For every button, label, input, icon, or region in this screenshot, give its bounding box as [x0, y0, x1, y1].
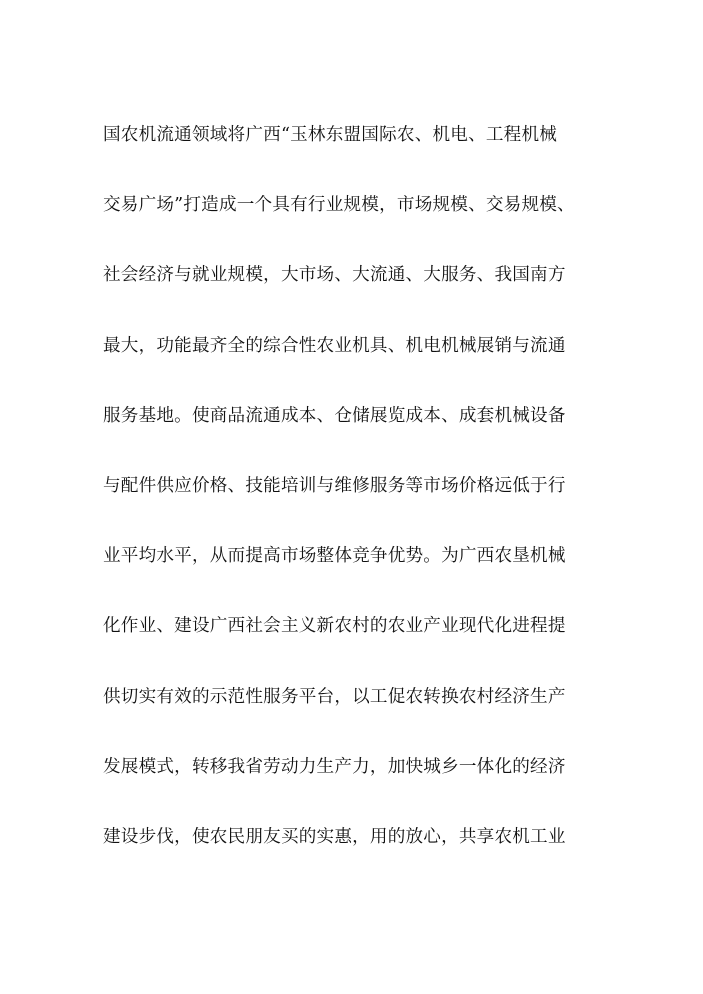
text-line: 与配件供应价格、技能培训与维修服务等市场价格远低于行: [103, 475, 566, 496]
text-line: 化作业、建设广西社会主义新农村的农业产业现代化进程提: [103, 616, 566, 637]
text-line: 交易广场”打造成一个具有行业规模，市场规模、交易规模、: [103, 195, 575, 216]
body-text: [103, 118, 623, 890]
text-line: 供切实有效的示范性服务平台，以工促农转换农村经济生产: [103, 686, 566, 707]
text-line: 最大，功能最齐全的综合性农业机具、机电机械展销与流通: [103, 335, 566, 356]
text-line: 建设步伐，使农民朋友买的实惠，用的放心，共享农机工业: [103, 826, 566, 847]
text-line: 服务基地。使商品流通成本、仓储展览成本、成套机械设备: [103, 405, 566, 426]
text-line: 发展模式，转移我省劳动力生产力，加快城乡一体化的经济: [103, 756, 566, 777]
text-line: 业平均水平，从而提高市场整体竞争优势。为广西农垦机械: [103, 546, 566, 567]
text-line: 社会经济与就业规模，大市场、大流通、大服务、我国南方: [103, 265, 566, 286]
text-line: 国农机流通领域将广西“玉林东盟国际农、机电、工程机械: [103, 125, 558, 145]
